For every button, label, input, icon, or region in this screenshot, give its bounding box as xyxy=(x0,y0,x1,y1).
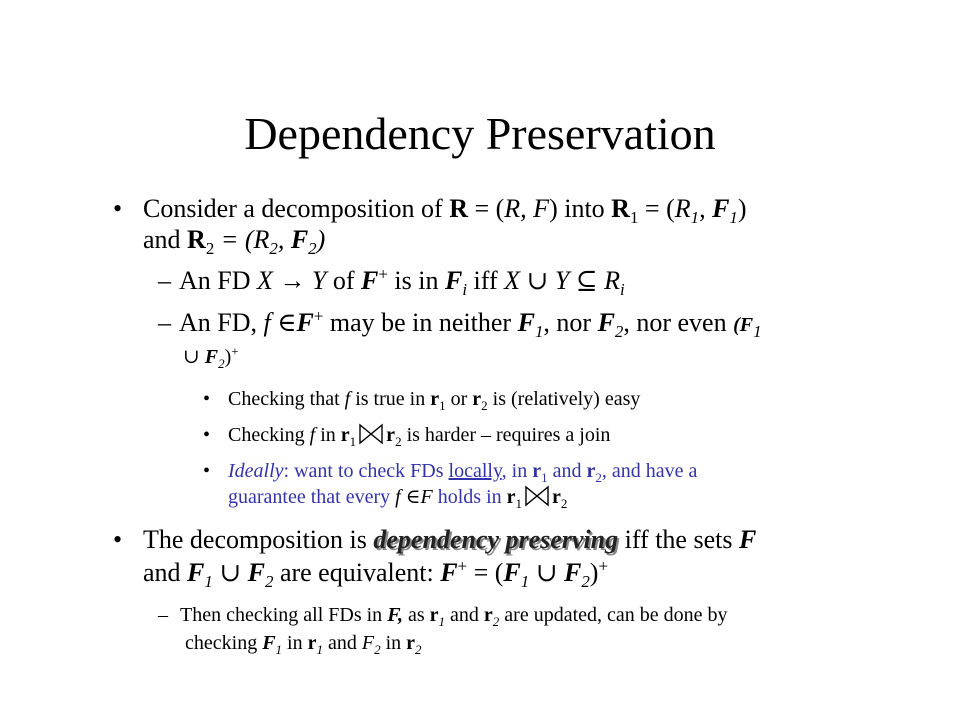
bullet-2-line-1: The decomposition is dependency preserving iff the sets F xyxy=(143,525,757,554)
sub-bullet-then-checking: – Then checking all FDs in F, as $r_1$ and $r_2$ are updated, can be done by xyxy=(158,604,728,629)
sub-bullet-fd-neither: – An FD, f ∈F+ may be in neither $F_1$, nor $F_2$, nor even ($F_1$ xyxy=(158,306,762,342)
sub-bullet-fd-neither-line-2: ∪ $F_2)^+$ xyxy=(183,343,239,371)
join-icon xyxy=(358,423,384,445)
sub-bullet-fd-in-fi: – An FD X → Y of F+ is in $F_i$ iff X ∪ Y ⊆ $R_i$ xyxy=(158,264,625,300)
bullet-dot: • xyxy=(113,194,123,223)
bullet-dot: • xyxy=(203,460,211,482)
bullet-dot: • xyxy=(113,525,123,554)
bullet-2-line-2: and $F_1$ ∪ $F_2$ are equivalent: $F^+ = (F_1$ ∪ $F_2)^+$ xyxy=(143,556,608,592)
bullet-1-line-2: and $R_2 = (R_2$, $F_2$) xyxy=(143,225,326,259)
join-icon xyxy=(524,485,550,507)
bullet-dot: • xyxy=(203,424,211,446)
subsub-bullet-easy: Checking that f is true in $r_1$ or $r_2$ is (relatively) easy xyxy=(228,388,641,413)
subsub-bullet-ideally: Ideally: want to check FDs locally, in $r_1$ and $r_2$, and have a xyxy=(228,460,698,485)
slide-title: Dependency Preservation xyxy=(244,108,716,159)
sub-bullet-then-checking-line-2: checking $F_1$ in $r_1$ and $F_2$ in $r_2$ xyxy=(185,632,422,657)
subsub-bullet-harder: Checking f in $r_1$ $r_2$ is harder – requires a join xyxy=(228,424,611,449)
bullet-1-line-1: Consider a decomposition of R = (R, F) into $R_1 = (R_1$, $F_1$) xyxy=(143,194,747,228)
bullet-dot: • xyxy=(203,388,211,410)
subsub-bullet-ideally-line-2: guarantee that every f ∈F holds in $r_1$ $r_2$ xyxy=(228,486,568,511)
